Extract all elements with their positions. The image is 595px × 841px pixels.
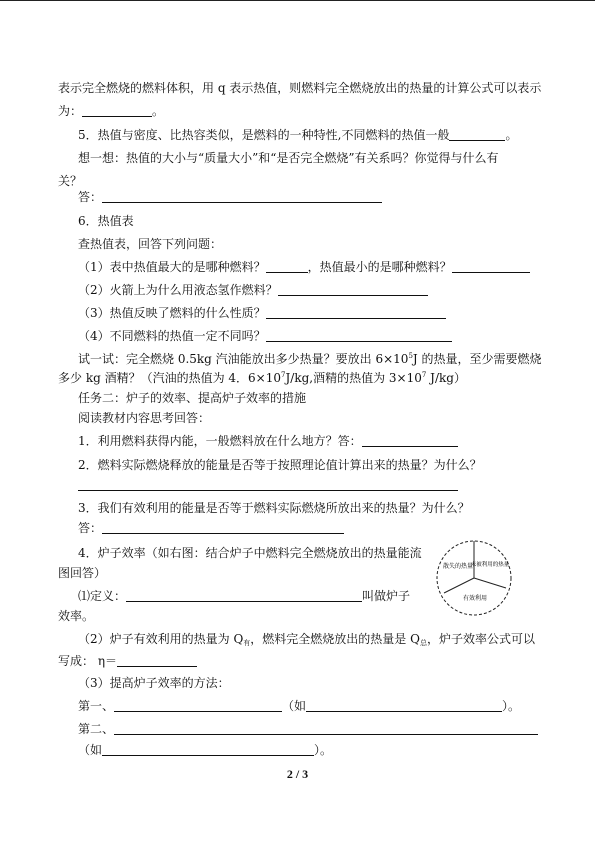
text-line-26: （2）炉子有效利用的热量为 $Q_有$，燃料完全燃烧放出的热量是 $Q_总$，炉子效率公式可以	[78, 632, 535, 647]
text-line-1: 表示完全燃烧的燃料体积，用 q 表示热值，则燃料完全燃烧放出的热量的计算公式可以表示	[58, 81, 542, 95]
text-line-14: 多少 kg 酒精？（汽油的热值为 4．$6\times 10^7J/kg$,酒精的热值为 $3\times 10^7$ J/kg）	[58, 371, 466, 385]
question-1: （1）表中热值最大的是哪种燃料？ ，热值最小的是哪种燃料？	[78, 260, 530, 274]
text-line-29: 第一、 （如 ）。	[78, 699, 521, 713]
answer-blank[interactable]	[362, 435, 458, 447]
text-line-20: 3．我们有效利用的能量是否等于燃料实际燃烧所放出来的热量？为什么？	[78, 501, 470, 515]
answer-blank[interactable]	[114, 723, 538, 735]
text-line-18: 2．燃料实际燃烧释放的能量是否等于按照理论值计算出来的热量？为什么？	[78, 458, 482, 472]
answer-blank[interactable]	[102, 522, 344, 534]
question-2: （2）火箭上为什么用液态氢作燃料？	[78, 283, 428, 297]
diagram-divider-right	[474, 578, 506, 588]
text-line-4: 想一想：热值的大小与“质量大小”和“是否完全燃烧”有关系吗？你觉得与什么有	[78, 151, 499, 165]
question-4: （4）不同燃料的热值一定不同吗？	[78, 329, 452, 343]
answer-blank[interactable]	[306, 700, 502, 712]
furnace-energy-flow-diagram	[434, 538, 514, 618]
task-two-heading: 任务二：炉子的效率、提高炉子效率的措施	[78, 391, 307, 405]
text-line-19	[78, 478, 458, 492]
text-line-16: 阅读教材内容思考回答：	[78, 411, 211, 425]
answer-blank[interactable]	[449, 129, 505, 141]
text-line-5: 关？	[58, 174, 83, 188]
text-line-24: ⑴定义： 叫做炉子	[78, 589, 411, 603]
section-heading-heat-value-table: 6．热值表	[78, 214, 134, 228]
text-line-22: 4．炉子效率（如右图：结合炉子中燃料完全燃烧放出的热量能流	[78, 546, 422, 560]
diagram-divider-left	[444, 578, 474, 593]
answer-blank[interactable]	[82, 105, 152, 117]
text-line-13: 试一试：完全燃烧 0.5kg 汽油能放出多少热量？要放出 $6\times 10^5J$ 的热量，至少需要燃烧	[78, 352, 542, 366]
answer-blank[interactable]	[266, 307, 446, 319]
question-3: （3）热值反映了燃料的什么性质？	[78, 306, 446, 320]
answer-blank[interactable]	[114, 700, 282, 712]
page-number: 2 / 3	[286, 767, 309, 781]
answer-blank[interactable]	[126, 590, 362, 602]
text-line-2: 为： 。	[58, 104, 165, 118]
text-line-6: 答：	[78, 190, 382, 204]
diagram-right-label: 未被利用的热量	[470, 562, 510, 568]
answer-blank[interactable]	[278, 284, 428, 296]
diagram-bottom-label: 有效利用	[462, 595, 488, 602]
text-line-17: 1．利用燃料获得内能，一般燃料放在什么地方？答：	[78, 434, 458, 448]
text-line-31: （如 ）。	[78, 743, 333, 757]
text-line-3: 5．热值与密度、比热容类似，是燃料的一种特性,不同燃料的热值一般 。	[78, 128, 518, 142]
answer-blank[interactable]	[102, 191, 382, 203]
text-line-30: 第二、	[78, 722, 538, 736]
text-line-21: 答：	[78, 521, 344, 535]
text-line-23: 图回答）	[58, 566, 107, 580]
text-line-28: （3）提高炉子效率的方法：	[78, 676, 230, 690]
answer-blank[interactable]	[452, 261, 530, 273]
answer-blank[interactable]	[266, 261, 308, 273]
text-line-27: 写成： η＝	[58, 654, 197, 668]
top-rule	[0, 0, 595, 1]
diagram-left-label: 散失的热量	[442, 563, 474, 570]
answer-blank[interactable]	[266, 330, 452, 342]
answer-blank[interactable]	[117, 655, 197, 667]
answer-blank[interactable]	[78, 479, 458, 491]
text-line-8: 查热值表，回答下列问题：	[78, 237, 223, 251]
answer-blank[interactable]	[102, 744, 314, 756]
text-line-25: 效率。	[58, 609, 95, 623]
